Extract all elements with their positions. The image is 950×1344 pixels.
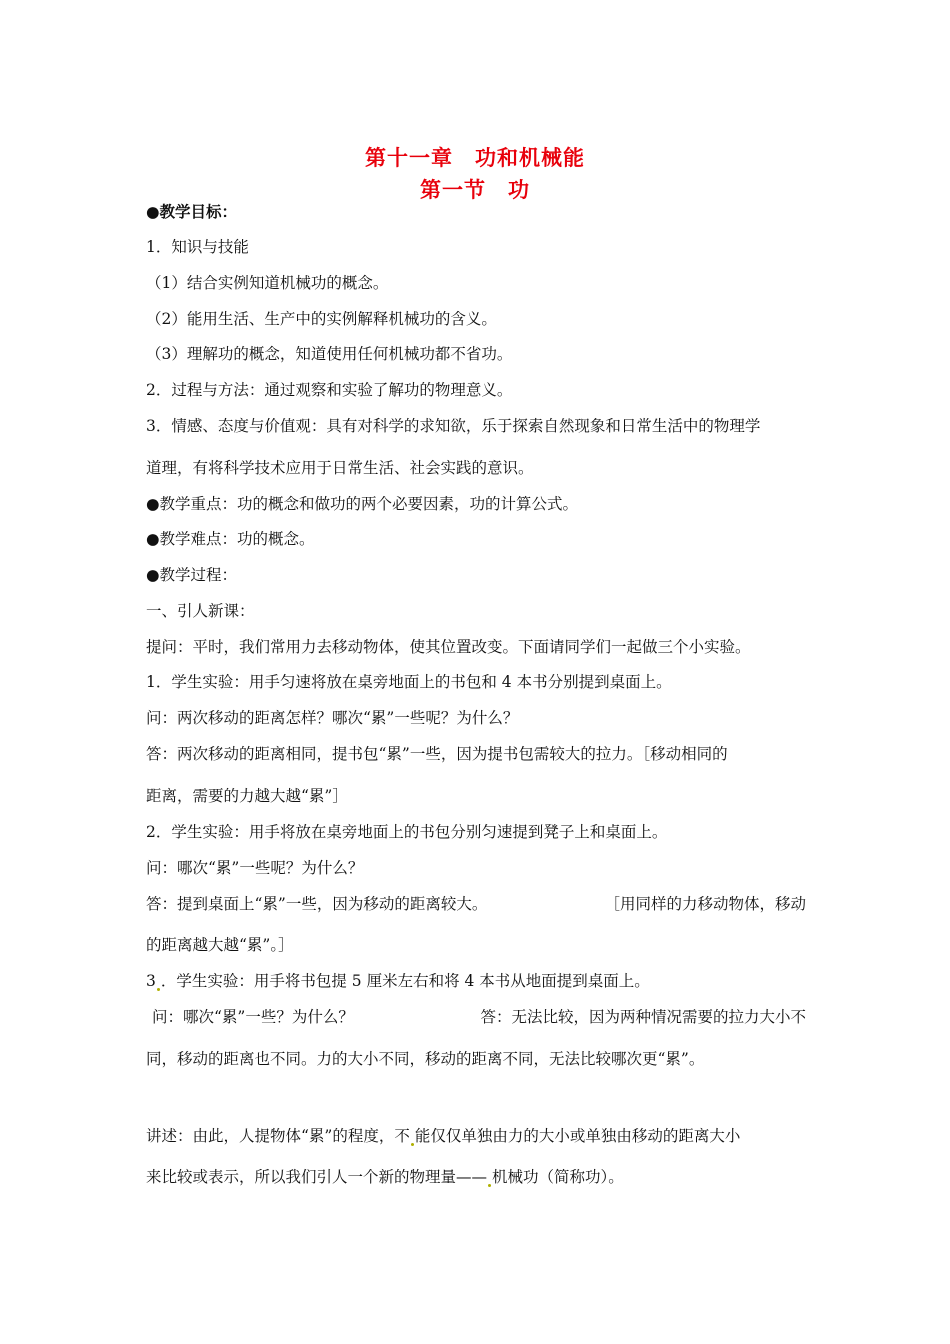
difficulty: ●教学难点：功的概念。 [146,530,315,548]
chapter-title: 第十一章 功和机械能 [365,145,585,170]
experiment-1: 1．学生实验：用手匀速将放在桌旁地面上的书包和 4 本书分别提到桌面上。 [146,673,672,691]
experiment-2-answer-left: 答：提到桌面上“累”一些，因为移动的距离较大。 [146,895,488,913]
experiment-1-question: 问：两次移动的距离怎样？哪次“累”一些呢？为什么？ [146,709,519,727]
experiment-2-question: 问：哪次“累”一些呢？为什么？ [146,859,364,877]
experiment-2: 2．学生实验：用手将放在桌旁地面上的书包分别匀速提到凳子上和桌面上。 [146,823,668,841]
experiment-3-qa-line1 [152,1007,806,1027]
experiment-1-answer-line1: 答：两次移动的距离相同，提书包“累”一些，因为提书包需较大的拉力。［移动相同的 [146,745,728,763]
objective-k1: （1）结合实例知道机械功的概念。 [146,274,389,292]
objective-process: 2．过程与方法：通过观察和实验了解功的物理意义。 [146,381,513,399]
experiment-2-answer-line2: 的距离越大越“累”。］ [146,936,294,954]
process-heading: ●教学过程： [146,566,238,584]
narration-line2-part1: 来比较或表示，所以我们引人一个新的物理量—— [146,1168,488,1186]
stray-mark [157,988,160,991]
narration-line1 [146,1126,740,1146]
objectives-heading: ●教学目标： [146,202,238,221]
key-point: ●教学重点：功的概念和做功的两个必要因素，功的计算公式。 [146,495,579,513]
experiment-3-answer-right: 答：无法比较，因为两种情况需要的拉力大小不 [480,1008,806,1026]
experiment-2-answer-right: ［用同样的力移动物体，移动 [604,895,806,913]
objective-k2: （2）能用生活、生产中的实例解释机械功的含义。 [146,310,497,328]
experiment-3 [146,971,650,991]
section-title: 第一节 功 [420,177,530,202]
knowledge-heading: 1．知识与技能 [146,238,249,256]
narration-line1-part1: 讲述：由此，人提物体“累”的程度，不 [146,1127,410,1145]
stray-mark [411,1143,414,1146]
narration-line1-part2: 能仅仅单独由力的大小或单独由移动的距离大小 [414,1127,741,1145]
experiment-3-number: 3 [146,972,156,990]
intro-heading: 一、引人新课： [146,602,255,620]
intro-question: 提问：平时，我们常用力去移动物体，使其位置改变。下面请同学们一起做三个小实验。 [146,638,751,656]
experiment-1-answer-line2: 距离，需要的力越大越“累”］ [146,787,348,805]
objective-k3: （3）理解功的概念，知道使用任何机械功都不省功。 [146,345,513,363]
narration-line2-part2: 机械功（简称功）。 [492,1168,624,1186]
stray-mark [488,1184,491,1187]
experiment-3-question: 问：哪次“累”一些？为什么？ [152,1008,354,1026]
experiment-2-answer-line1 [146,894,806,914]
experiment-3-answer-line2: 同，移动的距离也不同。力的大小不同，移动的距离不同，无法比较哪次更“累”。 [146,1050,705,1068]
narration-line2 [146,1167,624,1187]
objective-attitude-line1: 3．情感、态度与价值观：具有对科学的求知欲，乐于探索自然现象和日常生活中的物理学 [146,417,761,435]
objective-attitude-line2: 道理，有将科学技术应用于日常生活、社会实践的意识。 [146,459,534,477]
experiment-3-text: ．学生实验：用手将书包提 5 厘米左右和将 4 本书从地面提到桌面上。 [160,972,650,990]
